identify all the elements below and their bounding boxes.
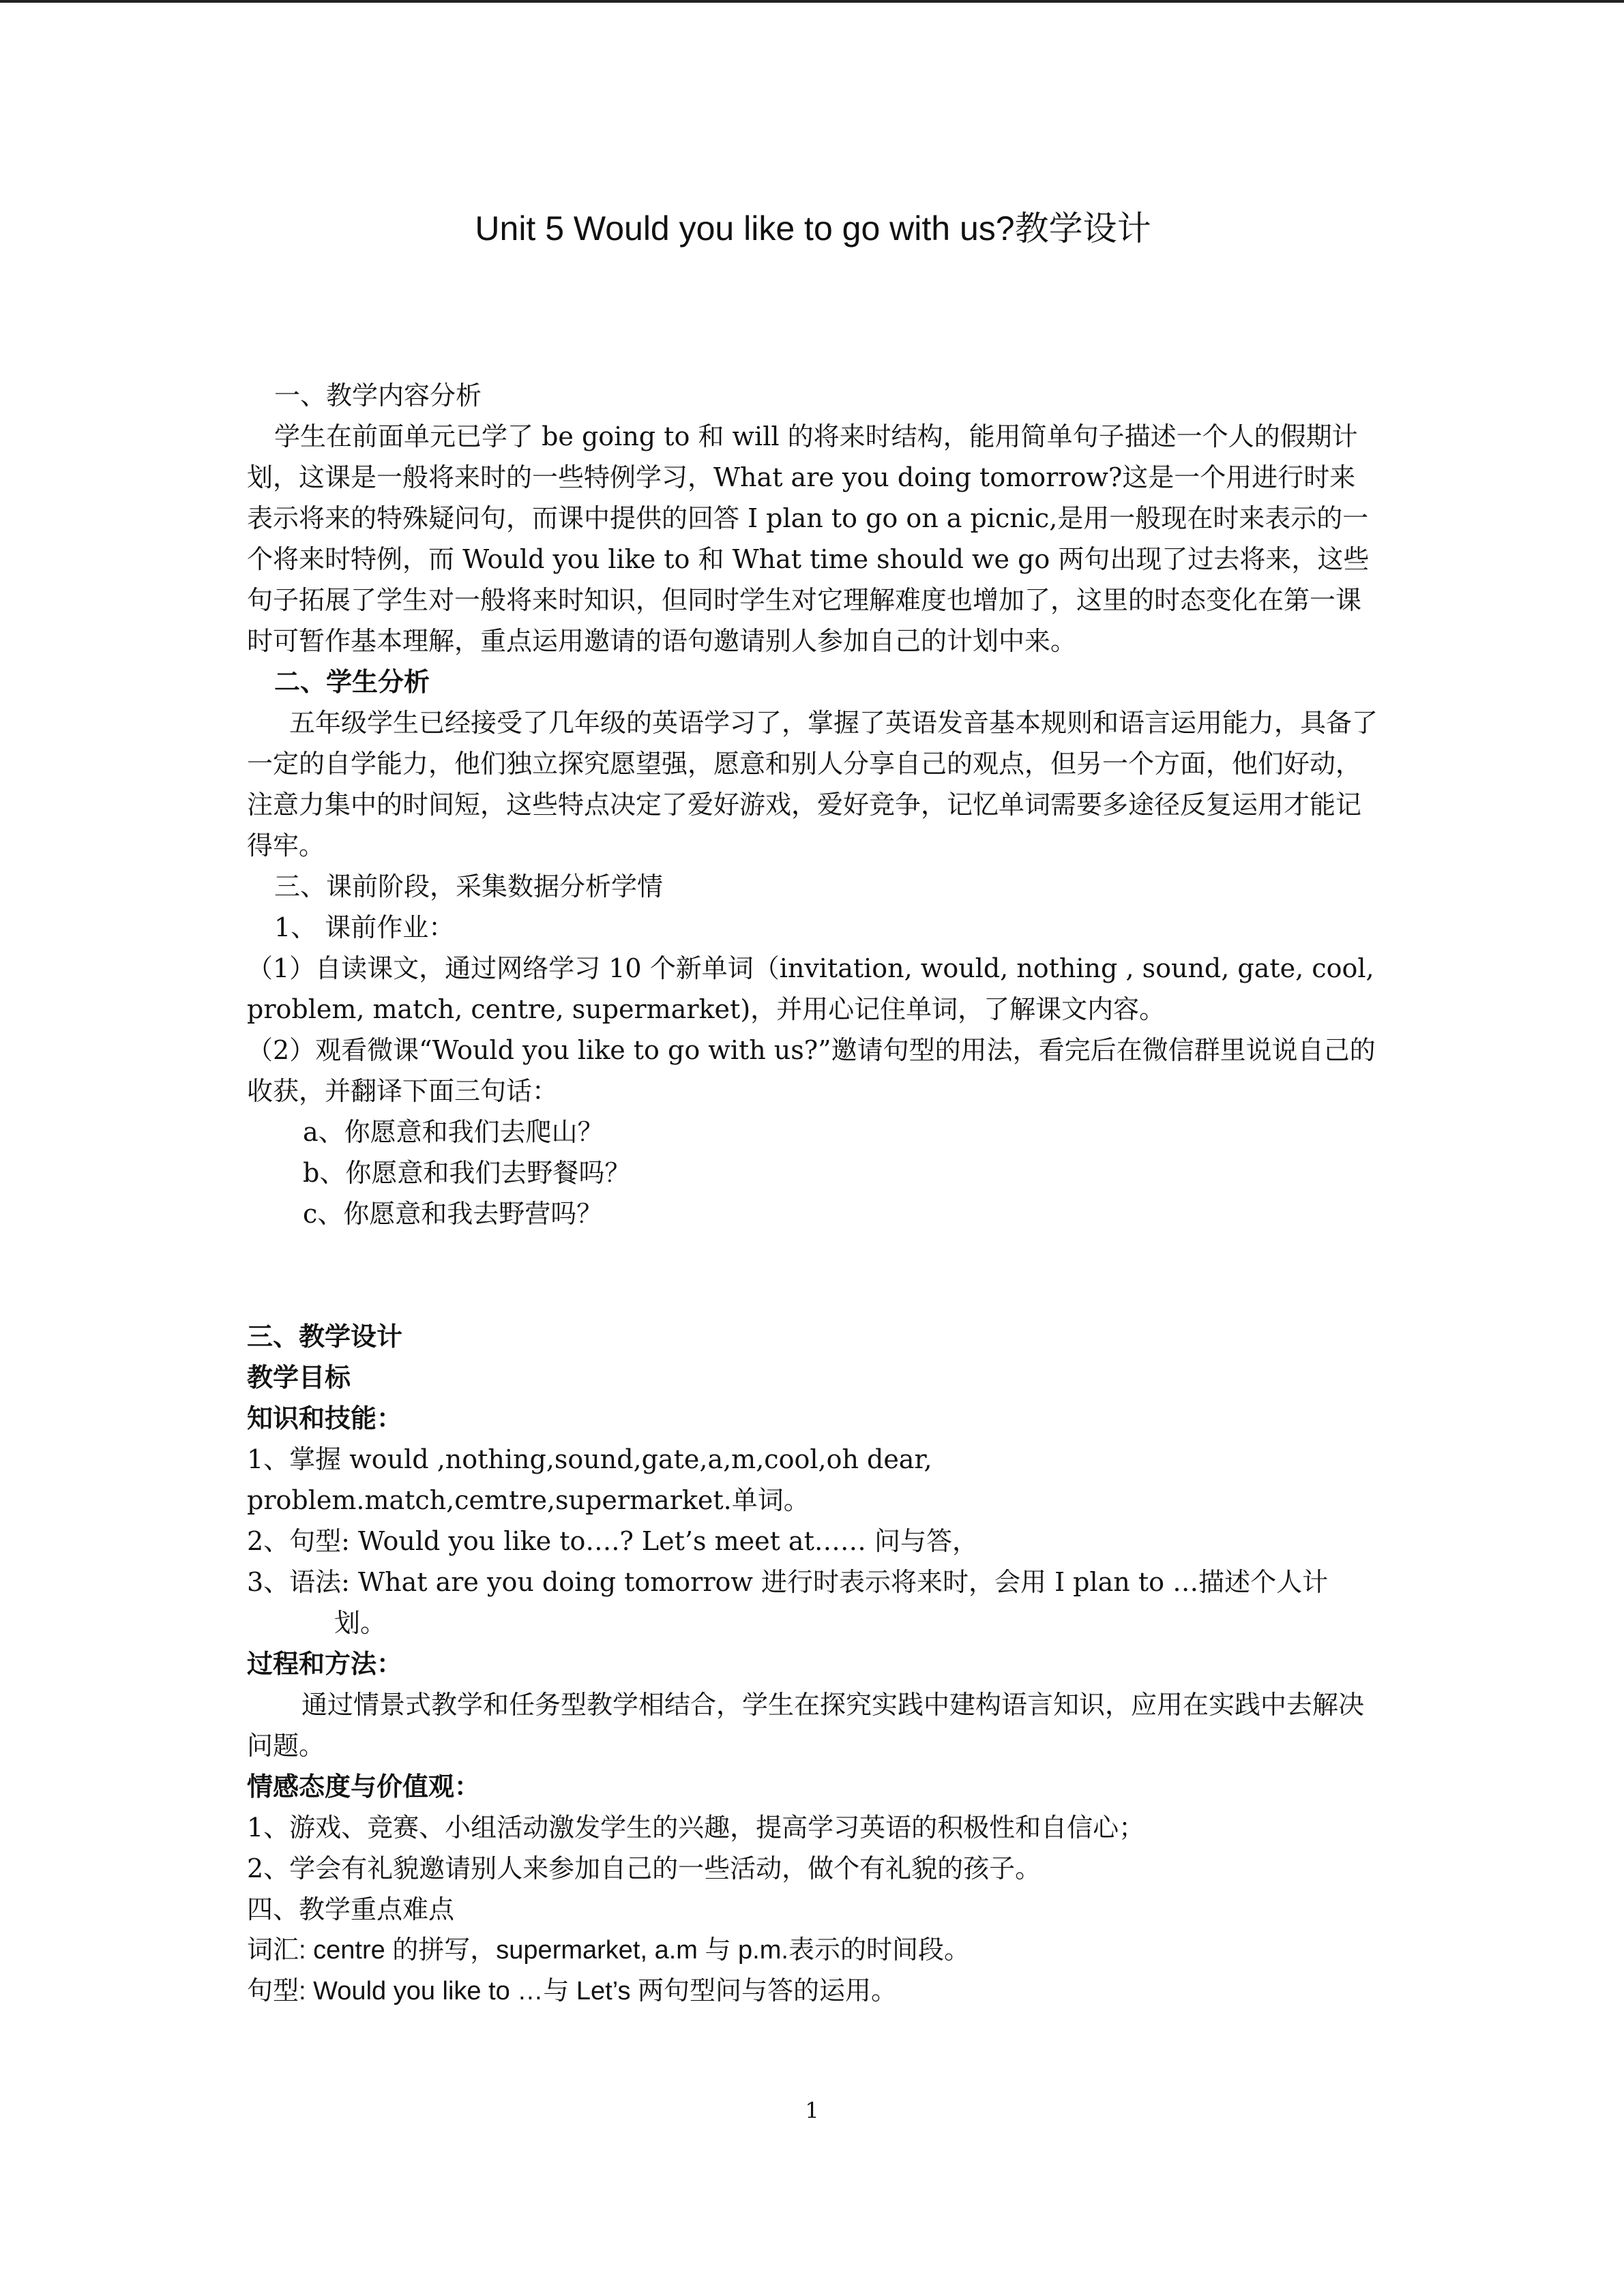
emotion-item-2: 2、学会有礼貌邀请别人来参加自己的一些活动，做个有礼貌的孩子。 — [247, 1853, 1042, 1883]
pre-class-homework-label: 1、 课前作业： — [274, 912, 455, 942]
knowledge-item-2: 2、句型: Would you like to….? Let’s meet at…… 问与答， — [247, 1526, 978, 1556]
translation-question-a: a、你愿意和我们去爬山？ — [303, 1117, 604, 1147]
section-heading-student-analysis: 二、学生分析 — [274, 666, 430, 697]
knowledge-item-3: 3、语法: What are you doing tomorrow 进行时表示将来时，会用 I plan to …描述个人计划。 — [247, 1567, 1329, 1638]
emotion-values-heading: 情感态度与价值观： — [247, 1771, 481, 1802]
section-heading-content-analysis: 一、教学内容分析 — [274, 381, 482, 411]
student-analysis-paragraph: 五年级学生已经接受了几年级的英语学习了，掌握了英语发音基本规则和语言运用能力，具备了一定的自学能力，他们独立探究愿望强，愿意和别人分享自己的观点，但另一个方面，他们好动，注意力集中的时间短，这些特点决定了爱好游戏，爱好竞争，记忆单词需要多途径反复运用才能记得牢。 — [247, 708, 1378, 861]
document-page — [247, 205, 1379, 2012]
pre-class-task-2: （2）观看微课“Would you like to go with us?”邀请句型的用法，看完后在微信群里说说自己的收获，并翻译下面三句话： — [247, 1035, 1376, 1106]
process-methods-heading: 过程和方法： — [247, 1648, 403, 1679]
process-methods-text: 通过情景式教学和任务型教学相结合，学生在探究实践中建构语言知识，应用在实践中去解决问题。 — [247, 1690, 1365, 1761]
translation-question-b: b、你愿意和我们去野餐吗？ — [303, 1158, 631, 1188]
spacer — [247, 1234, 1379, 1316]
teaching-goals-heading: 教学目标 — [247, 1362, 351, 1392]
page-number: 1 — [805, 2098, 819, 2123]
top-border — [0, 0, 1624, 3]
section-heading-key-points: 四、教学重点难点 — [247, 1894, 455, 1924]
content-analysis-paragraph: 学生在前面单元已学了 be going to 和 will 的将来时结构，能用简单句子描述一个人的假期计划，这课是一般将来时的一些特例学习，What are you doing tomorrow?这是一个用进行时来表示将来的特殊疑问句，而课中提供的回答 I plan to go on a picnic,是用一般现在时来表示的一个将来时特例，而 Would you like to 和 What time should we go 两句出现了过去将来，这些句子拓展了学生对一般将来时知识，但同时学生对它理解难度也增加了，这里的时态变化在第一课时可暂作基本理解，重点运用邀请的语句邀请别人参加自己的计划中来。 — [247, 421, 1370, 656]
document-title: Unit 5 Would you like to go with us?教学设计 — [475, 209, 1151, 248]
section-heading-teaching-design: 三、教学设计 — [247, 1321, 403, 1352]
key-points-vocabulary: 词汇: centre 的拼写，supermarket, a.m 与 p.m.表示的时间段。 — [247, 1936, 970, 1965]
key-points-sentence-patterns: 句型: Would you like to …与 Let’s 两句型问与答的运用。 — [247, 1977, 898, 2006]
emotion-item-1: 1、游戏、竞赛、小组活动激发学生的兴趣，提高学习英语的积极性和自信心； — [247, 1813, 1145, 1843]
knowledge-skills-heading: 知识和技能： — [247, 1403, 403, 1433]
knowledge-item-1: 1、掌握 would ,nothing,sound,gate,a,m,cool,oh dear, problem.match,cemtre,supermarket.单词。 — [247, 1444, 932, 1515]
section-heading-pre-class: 三、课前阶段，采集数据分析学情 — [274, 871, 664, 901]
translation-question-c: c、你愿意和我去野营吗？ — [303, 1199, 603, 1229]
pre-class-task-1: （1）自读课文，通过网络学习 10 个新单词（invitation, would, nothing , sound, gate, cool, problem, match, centre, supermarket)，并用心记住单词，了解课文内容。 — [247, 953, 1374, 1024]
